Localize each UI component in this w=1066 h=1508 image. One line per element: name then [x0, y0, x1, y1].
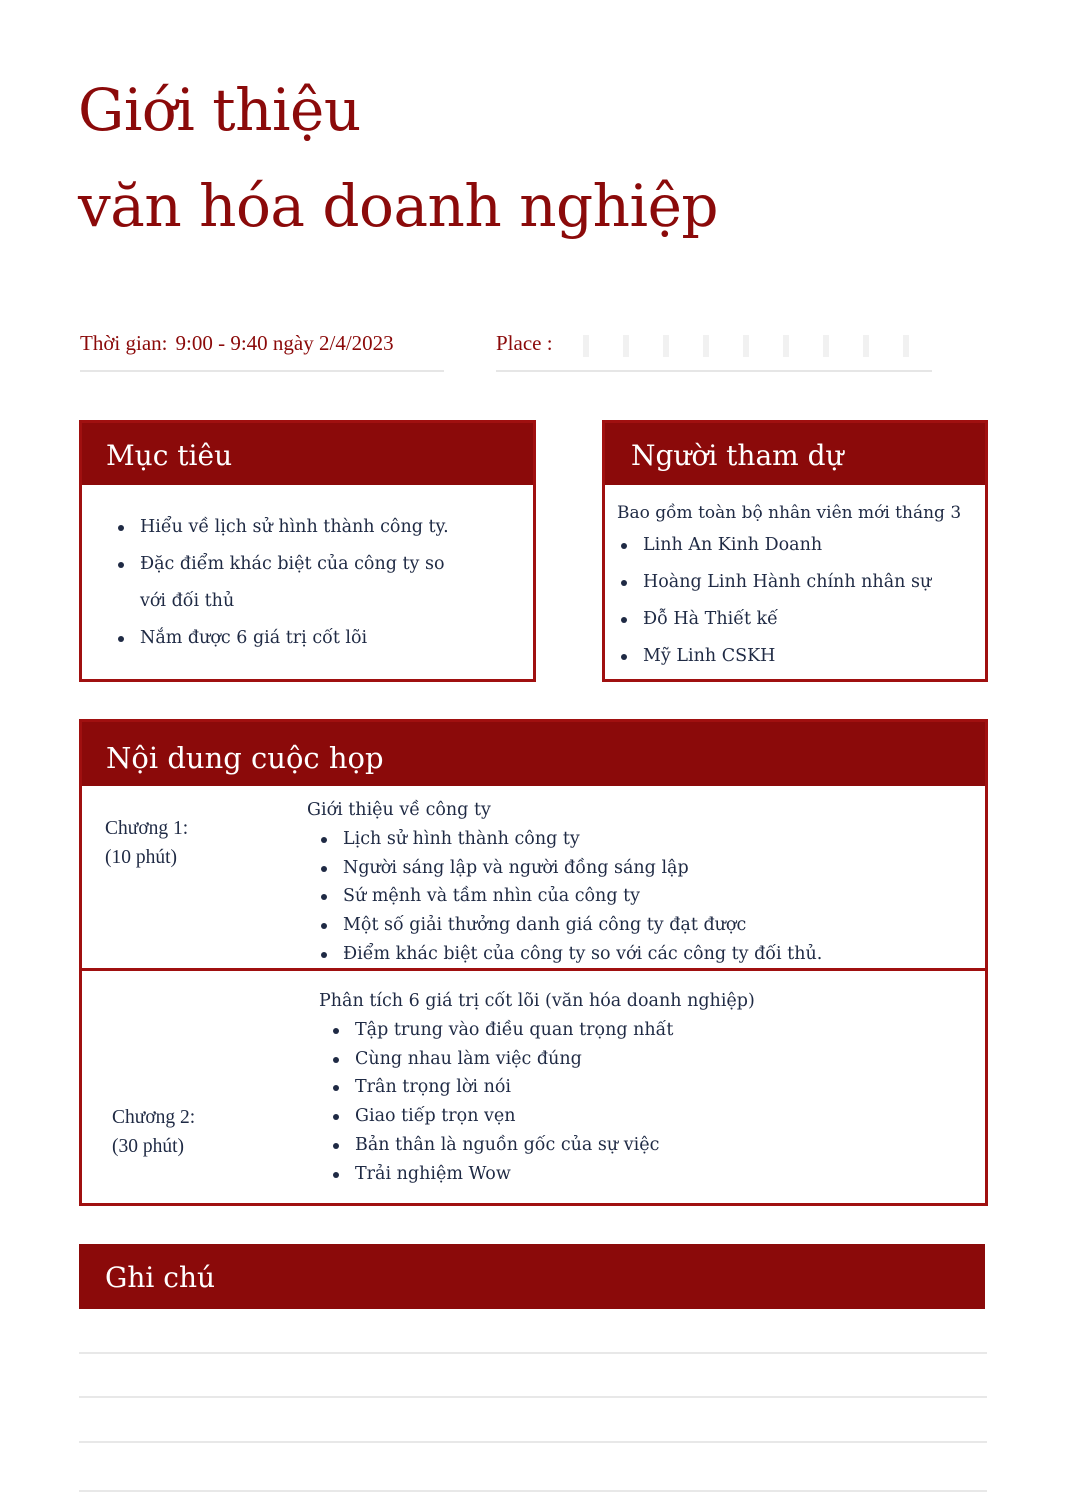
chapter-heading: Giới thiệu về công ty	[307, 800, 491, 820]
attendees-header: Người tham dự	[605, 423, 985, 485]
chapter-label	[105, 814, 188, 872]
attendees-list	[619, 527, 931, 675]
objectives-list	[116, 509, 476, 657]
attendee-item: Đỗ Hà Thiết kế	[619, 601, 931, 638]
topic-item: Trân trọng lời nói	[331, 1073, 755, 1102]
chapter-label	[112, 1103, 195, 1161]
objectives-box	[79, 420, 536, 682]
note-line[interactable]	[79, 1441, 987, 1443]
place-label: Place :	[496, 331, 553, 355]
attendees-box	[602, 420, 988, 682]
agenda-box	[79, 719, 988, 1206]
topic-item: Bản thân là nguồn gốc của sự việc	[331, 1131, 755, 1160]
topic-item: Trải nghiệm Wow	[331, 1160, 755, 1189]
topic-item: Người sáng lập và người đồng sáng lập	[319, 854, 822, 883]
title-line-2: văn hóa doanh nghiệp	[78, 172, 719, 240]
topic-item: Tập trung vào điều quan trọng nhất	[331, 1016, 755, 1045]
title-line-1: Giới thiệu	[78, 76, 361, 144]
objective-item: Hiểu về lịch sử hình thành công ty.	[116, 509, 476, 546]
attendee-item: Hoàng Linh Hành chính nhân sự	[619, 564, 931, 601]
chapter-name: Chương 2:	[112, 1107, 196, 1128]
topic-item: Điểm khác biệt của công ty so với các công ty đối thủ.	[319, 940, 822, 969]
attendee-item: Linh An Kinh Doanh	[619, 527, 931, 564]
chapter-content	[307, 796, 822, 969]
chapter-content	[319, 987, 755, 1188]
place-field	[496, 326, 932, 372]
place-value-redacted	[565, 335, 925, 357]
document-title	[78, 62, 718, 254]
chapter-topic-list	[319, 825, 822, 969]
chapter-name: Chương 1:	[105, 818, 189, 839]
topic-item: Giao tiếp trọn vẹn	[331, 1102, 755, 1131]
chapter-topic-list	[331, 1016, 755, 1188]
note-line[interactable]	[79, 1396, 987, 1398]
chapter-duration: (10 phút)	[105, 847, 178, 868]
agenda-row-chapter-2	[82, 971, 985, 1203]
time-label: Thời gian:	[80, 331, 168, 355]
topic-item: Sứ mệnh và tầm nhìn của công ty	[319, 882, 822, 911]
agenda-header: Nội dung cuộc họp	[82, 722, 985, 786]
topic-item: Một số giải thưởng danh giá công ty đạt được	[319, 911, 822, 940]
chapter-duration: (30 phút)	[112, 1136, 185, 1157]
notes-header: Ghi chú	[79, 1244, 985, 1309]
topic-item: Lịch sử hình thành công ty	[319, 825, 822, 854]
topic-item: Cùng nhau làm việc đúng	[331, 1045, 755, 1074]
objective-item: Đặc điểm khác biệt của công ty so với đối thủ	[116, 546, 476, 620]
agenda-row-chapter-1	[82, 786, 985, 971]
chapter-heading: Phân tích 6 giá trị cốt lõi (văn hóa doanh nghiệp)	[319, 991, 755, 1011]
objective-item: Nắm được 6 giá trị cốt lõi	[116, 620, 476, 657]
time-value: 9:00 - 9:40 ngày 2/4/2023	[175, 331, 394, 355]
attendee-item: Mỹ Linh CSKH	[619, 638, 931, 675]
note-line[interactable]	[79, 1490, 987, 1492]
note-line[interactable]	[79, 1352, 987, 1354]
time-field	[80, 326, 444, 372]
attendees-intro: Bao gồm toàn bộ nhân viên mới tháng 3	[617, 503, 962, 523]
objectives-header: Mục tiêu	[82, 423, 533, 485]
